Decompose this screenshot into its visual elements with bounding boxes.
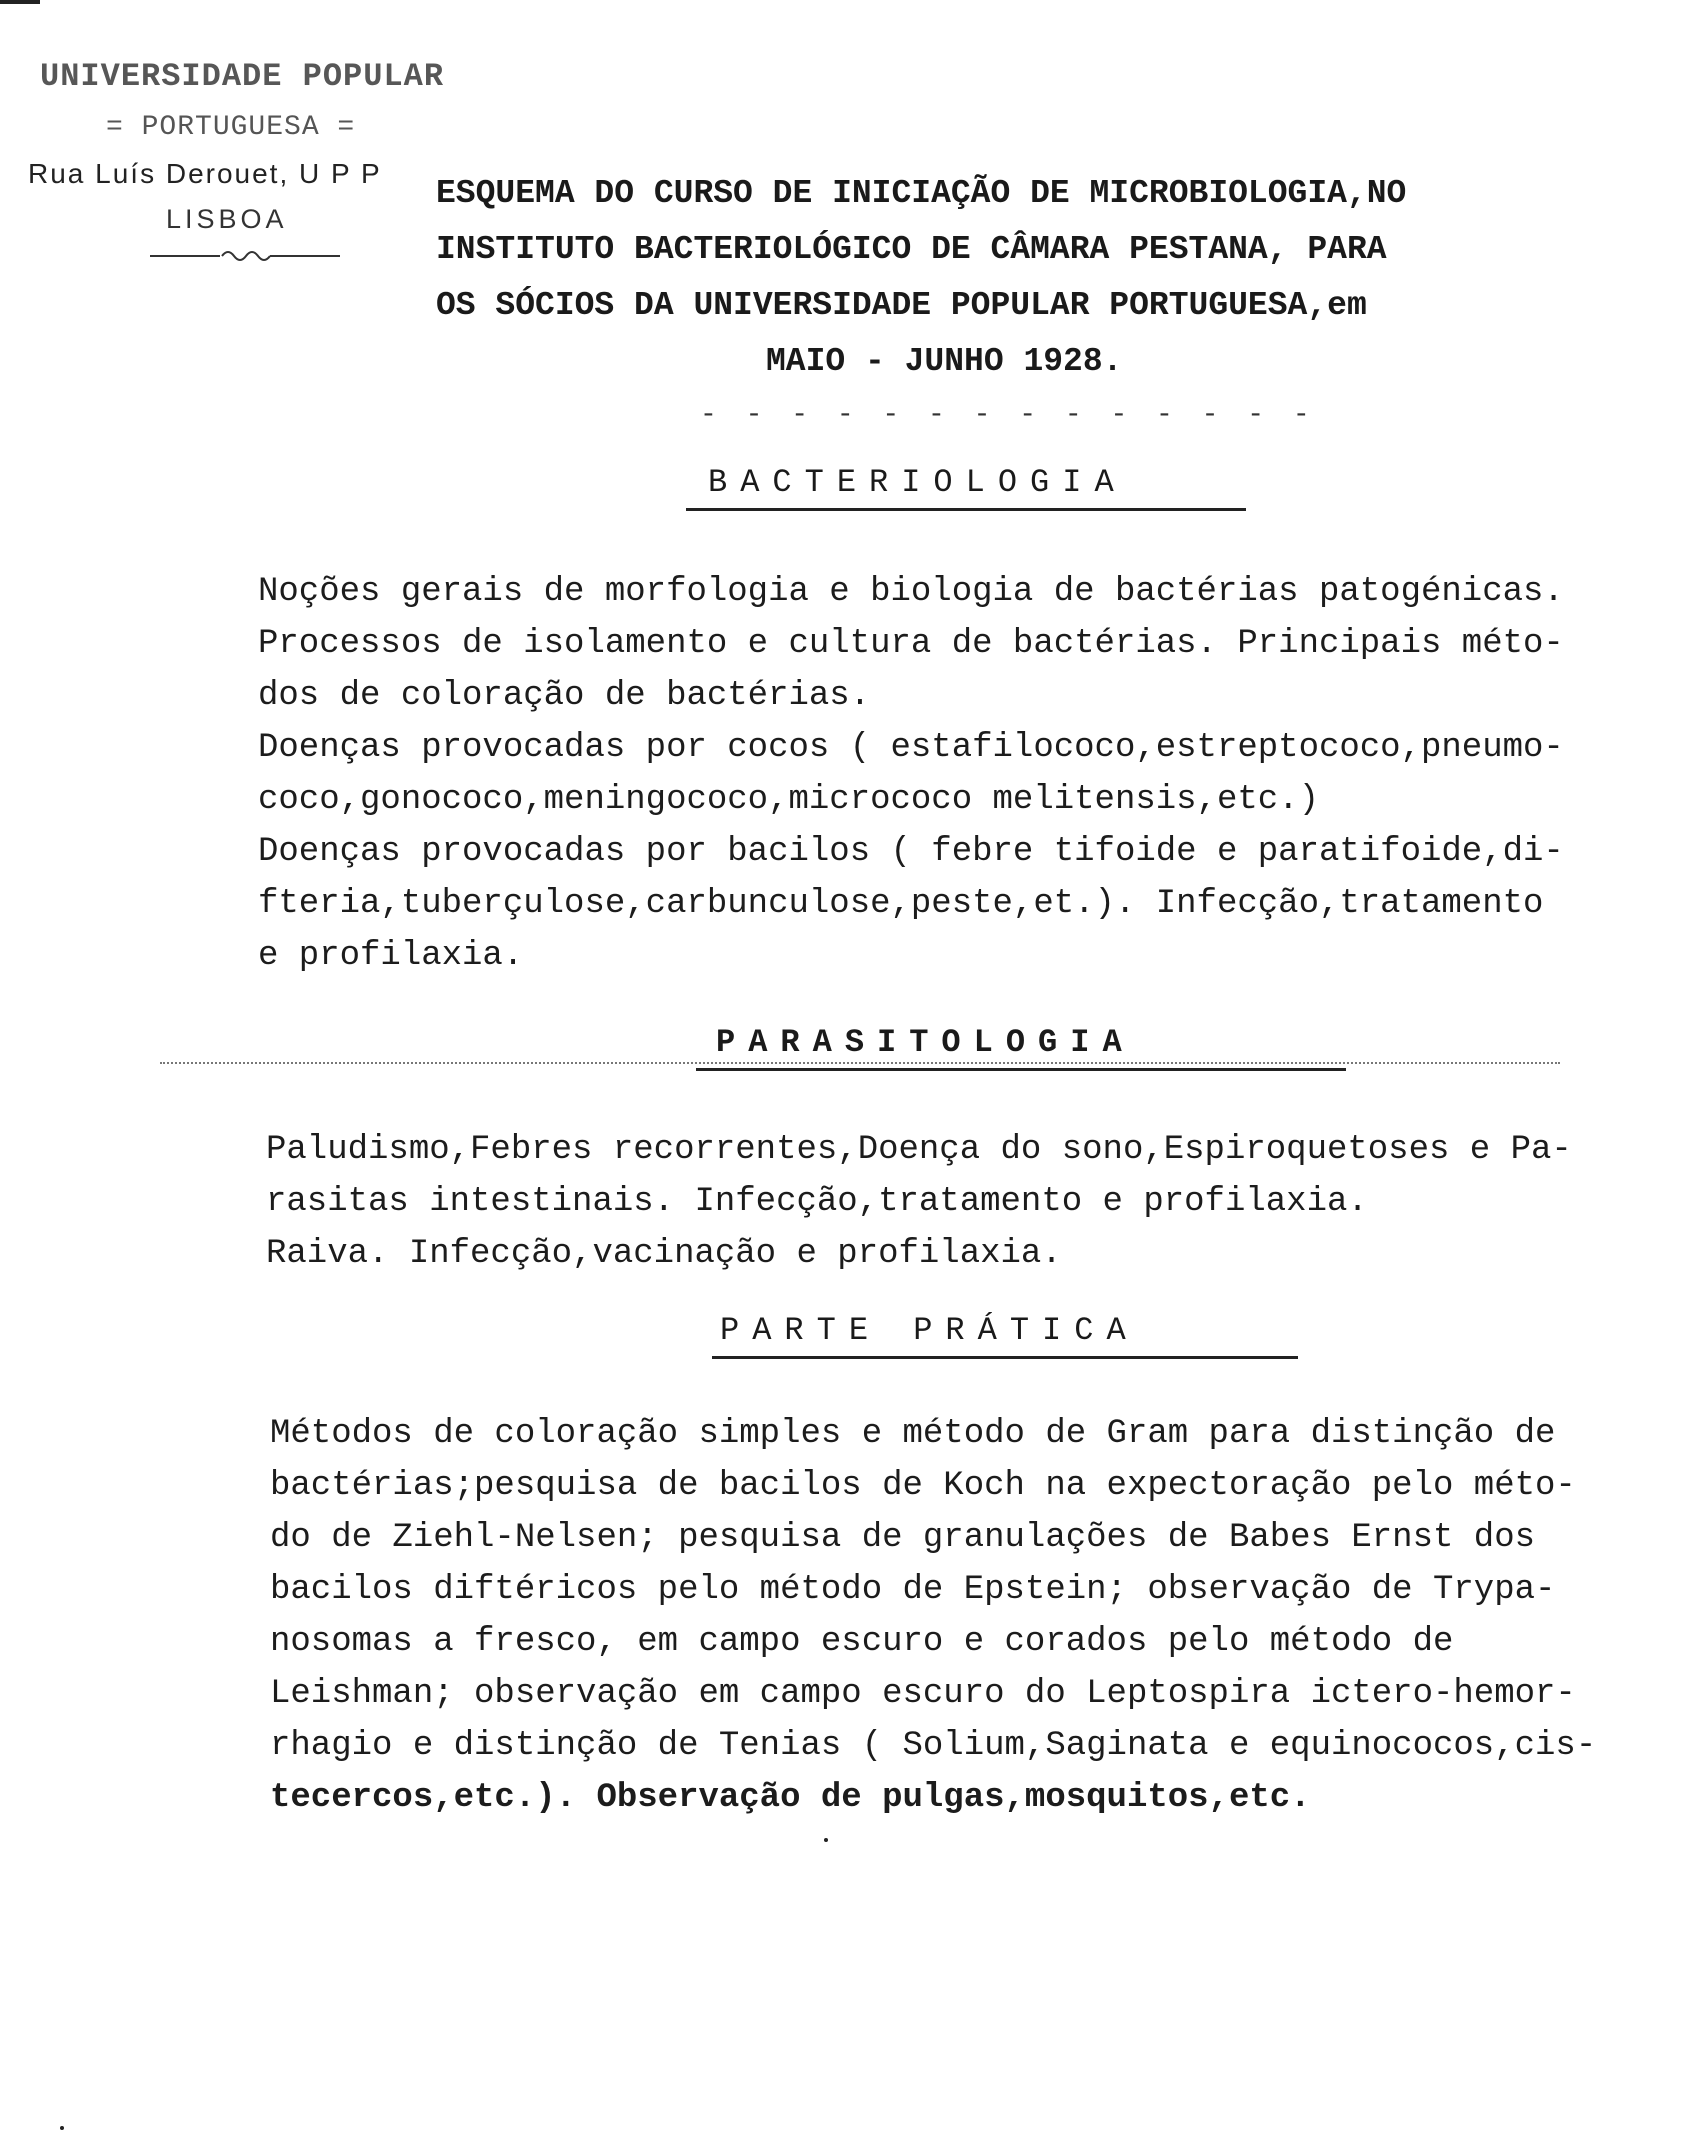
body-line: nosomas a fresco, em campo escuro e corados pelo método de [270,1623,1454,1661]
body-line: fteria,tuberçulose,carbunculose,peste,et.). Infecção,tratamento [258,885,1544,923]
body-line: Métodos de coloração simples e método de Gram para distinção de [270,1415,1556,1453]
title-line: INSTITUTO BACTERIOLÓGICO DE CÂMARA PESTANA, PARA [436,231,1387,268]
ornament-flourish-icon [150,246,340,266]
body-line: rasitas intestinais. Infecção,tratamento e profilaxia. [266,1183,1368,1221]
ink-speck [60,2126,64,2130]
body-line: Doenças provocadas por bacilos ( febre tifoide e paratifoide,di- [258,833,1564,871]
scan-edge-mark [0,0,40,4]
body-line: Processos de isolamento e cultura de bactérias. Principais méto- [258,625,1564,663]
heading-underline [696,1068,1346,1071]
title-separator: - - - - - - - - - - - - - - [700,400,1316,431]
title-line: MAIO - JUNHO 1928. [766,343,1123,380]
letterhead-address: Rua Luís Derouet, U P P [28,158,382,189]
section-body-bacteriologia [258,566,1564,982]
body-line: Raiva. Infecção,vacinação e profilaxia. [266,1235,1062,1273]
body-line: do de Ziehl-Nelsen; pesquisa de granulações de Babes Ernst dos [270,1519,1536,1557]
body-line: dos de coloração de bactérias. [258,677,871,715]
heading-underline [712,1356,1298,1359]
heading-underline [686,508,1246,511]
body-line: rhagio e distinção de Tenias ( Solium,Saginata e equinococos,cis- [270,1727,1597,1765]
ink-speck [824,1838,828,1842]
section-divider-dotted [160,1062,1560,1064]
section-heading-parte-pratica: PARTE PRÁTICA [720,1312,1139,1349]
section-body-parasitologia [266,1124,1572,1280]
section-heading-parasitologia: PARASITOLOGIA [716,1024,1135,1061]
body-line: e profilaxia. [258,937,524,975]
body-line: bacilos diftéricos pelo método de Epstein; observação de Trypa- [270,1571,1556,1609]
letterhead-city: LISBOA [166,204,288,234]
title-line: OS SÓCIOS DA UNIVERSIDADE POPULAR PORTUGUESA,em [436,287,1367,324]
body-line: tecercos,etc.). Observação de pulgas,mosquitos,etc. [270,1779,1311,1817]
section-body-parte-pratica [270,1408,1596,1824]
body-line: Paludismo,Febres recorrentes,Doença do sono,Espiroquetoses e Pa- [266,1131,1572,1169]
body-line: Noções gerais de morfologia e biologia de bactérias patogénicas. [258,573,1564,611]
body-line: bactérias;pesquisa de bacilos de Koch na expectoração pelo méto- [270,1467,1576,1505]
letterhead-org-line1: UNIVERSIDADE POPULAR [40,58,445,95]
document-title [436,166,1576,390]
body-line: Leishman; observação em campo escuro do Leptospira ictero-hemor- [270,1675,1576,1713]
body-line: Doenças provocadas por cocos ( estafilococo,estreptococo,pneumo- [258,729,1564,767]
section-heading-bacteriologia: BACTERIOLOGIA [708,464,1127,501]
title-line: ESQUEMA DO CURSO DE INICIAÇÃO DE MICROBIOLOGIA,NO [436,175,1407,212]
body-line: coco,gonococo,meningococo,micrococo melitensis,etc.) [258,781,1319,819]
letterhead-org-line2: = PORTUGUESA = [106,112,356,143]
